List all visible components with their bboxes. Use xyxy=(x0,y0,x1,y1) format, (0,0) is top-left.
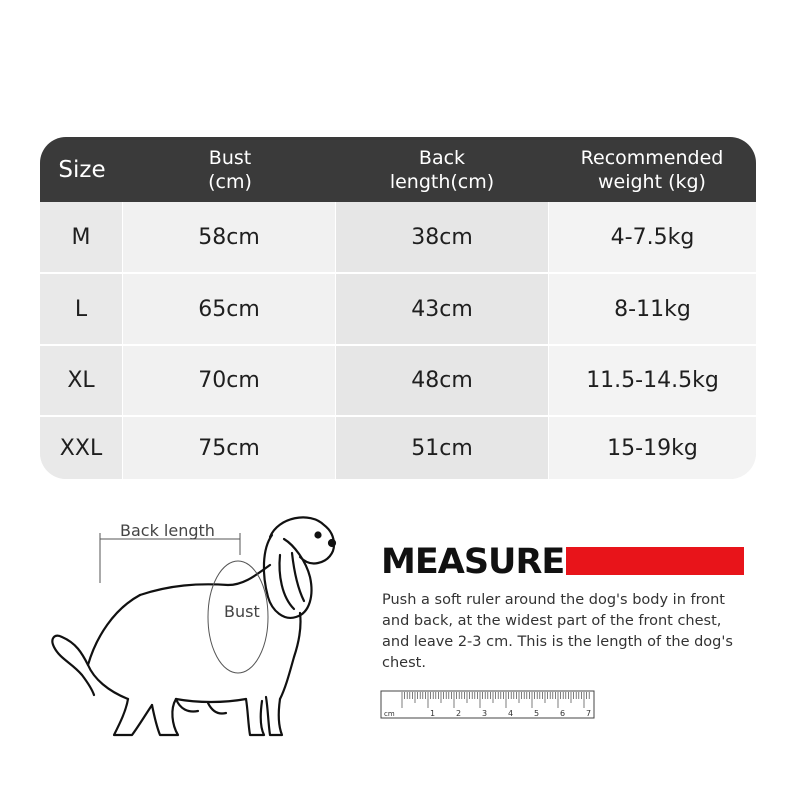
row-m-bust: 58cm xyxy=(198,224,260,250)
row-l-size: L xyxy=(74,296,88,322)
measure-title: MEASURE xyxy=(381,542,565,582)
row-l-bust: 65cm xyxy=(198,296,260,322)
dog-measurement-diagram xyxy=(48,505,348,745)
row-xl-bust: 70cm xyxy=(198,368,260,393)
accent-bar xyxy=(566,547,744,575)
ruler-number: 2 xyxy=(456,709,462,718)
size-chart-table xyxy=(40,137,756,479)
row-l-weight: 8-11kg xyxy=(614,296,691,322)
row-xxl-weight: 15-19kg xyxy=(607,435,698,461)
table-header xyxy=(40,137,756,202)
back-length-label: Back length xyxy=(120,521,215,540)
row-l-back: 43cm xyxy=(411,296,473,322)
row-xl-back: 48cm xyxy=(411,368,473,393)
ruler-number: 7 xyxy=(586,709,592,718)
ruler-number: 4 xyxy=(508,709,514,718)
measure-instructions: Push a soft ruler around the dog's body in front and back, at the widest part of the front chest, and leave 2-3 cm. This is the length of the dog's chest. xyxy=(382,592,733,671)
row-xl-weight: 11.5-14.5kg xyxy=(586,368,719,393)
row-xl-size: XL xyxy=(67,368,95,393)
row-xxl-back: 51cm xyxy=(411,435,473,461)
ruler-unit: cm xyxy=(384,710,395,718)
ruler-number: 3 xyxy=(482,709,488,718)
ruler-number: 5 xyxy=(534,709,540,718)
row-m-size: M xyxy=(71,224,91,250)
ruler-number: 1 xyxy=(430,709,436,718)
row-m-back: 38cm xyxy=(411,224,473,250)
bust-label: Bust xyxy=(224,602,260,621)
row-m-weight: 4-7.5kg xyxy=(610,224,695,250)
header-weight: Recommended weight (kg) xyxy=(580,146,724,193)
ruler-icon xyxy=(380,690,596,720)
header-back-length: Back length(cm) xyxy=(389,146,495,193)
header-size: Size xyxy=(58,156,106,183)
ruler-number: 6 xyxy=(560,709,566,718)
header-bust: Bust (cm) xyxy=(208,146,252,193)
row-xxl-bust: 75cm xyxy=(198,435,260,461)
row-xxl-size: XXL xyxy=(59,435,103,461)
